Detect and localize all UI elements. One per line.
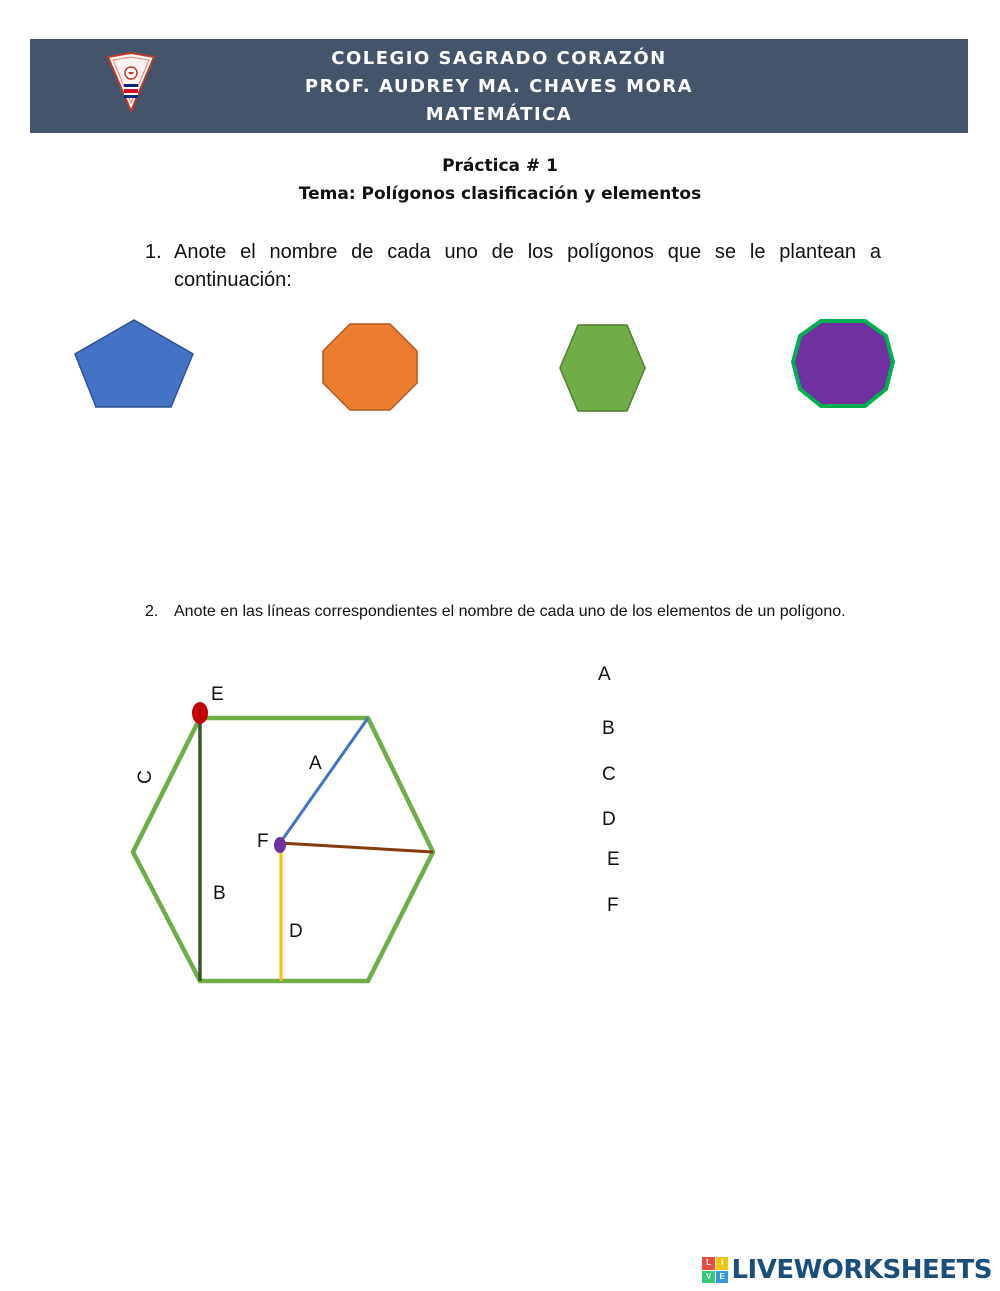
teacher-name: PROF. AUDREY MA. CHAVES MORA xyxy=(304,76,694,97)
question-1-number: 1. xyxy=(145,241,162,263)
question-2-number: 2. xyxy=(145,603,159,620)
polygon-elements-diagram xyxy=(133,702,433,981)
answer-c: C xyxy=(602,764,616,785)
label-d: D xyxy=(289,921,303,942)
radius-line xyxy=(280,718,368,843)
center-to-vertex-line xyxy=(280,843,433,852)
school-name: COLEGIO SAGRADO CORAZÓN xyxy=(331,48,667,69)
label-e: E xyxy=(211,684,224,705)
label-a: A xyxy=(309,753,322,774)
answer-f: F xyxy=(607,895,619,916)
label-f: F xyxy=(257,831,269,852)
question-2-text: Anote en las líneas correspondientes el nombre de cada uno de los elementos de un polígono. xyxy=(174,603,846,620)
subject-name: MATEMÁTICA xyxy=(425,104,573,125)
decagon-shape xyxy=(793,321,893,406)
brand-tile-e: E xyxy=(716,1271,729,1284)
label-c: C xyxy=(134,770,156,784)
answer-e: E xyxy=(607,849,620,870)
vertex-point xyxy=(192,702,208,724)
label-b: B xyxy=(213,883,226,904)
brand-tile-l: L xyxy=(702,1257,715,1270)
answer-a: A xyxy=(598,664,611,685)
question-1-text: Anote el nombre de cada uno de los polígonos que se le plantean a continuación: xyxy=(174,241,881,291)
pentagon-shape xyxy=(75,320,193,407)
brand-text: LIVEWORKSHEETS xyxy=(731,1255,992,1285)
liveworksheets-brand xyxy=(702,1252,992,1288)
polygon-figures xyxy=(75,320,893,411)
practice-title: Práctica # 1 xyxy=(442,156,558,176)
question-2 xyxy=(145,600,865,624)
answer-d: D xyxy=(602,809,616,830)
answer-b: B xyxy=(602,718,615,739)
brand-tile-i: I xyxy=(716,1257,729,1270)
octagon-shape xyxy=(323,324,417,410)
topic-title: Tema: Polígonos clasificación y elementos xyxy=(298,184,702,204)
brand-tile-v: V xyxy=(702,1271,715,1284)
brand-logo-icon xyxy=(702,1257,728,1283)
hexagon-shape xyxy=(560,325,645,411)
center-point xyxy=(274,837,286,853)
